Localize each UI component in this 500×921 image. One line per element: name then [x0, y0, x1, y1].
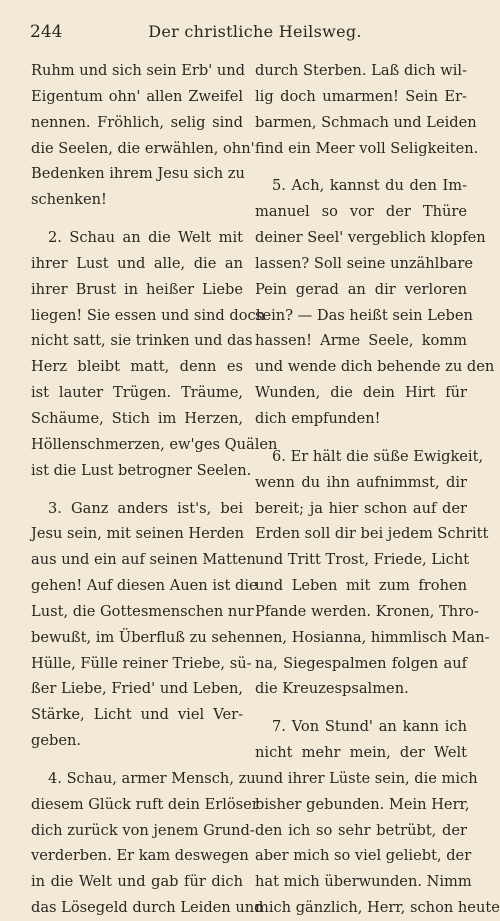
text-line: barmen, Schmach und Leiden	[255, 113, 477, 131]
text-line: durch Sterben. Laß dich wil-	[255, 62, 467, 79]
text-line: Erden soll dir bei jedem Schritt	[255, 525, 489, 543]
text-line: nicht mehr mein, der Welt	[255, 744, 467, 762]
text-line: dich empfunden!	[255, 409, 381, 427]
text-line: lig doch umarmen! Sein Er-	[255, 87, 467, 105]
right-text-column	[255, 58, 500, 921]
stanza-gap	[31, 484, 243, 496]
text-line: lassen? Soll seine unzählbare	[255, 254, 473, 272]
text-line: Pfande werden. Kronen, Thro-	[255, 602, 479, 620]
text-line: gehen! Auf diesen Auen ist die	[31, 577, 258, 595]
text-line: Eigentum ohn' allen Zweifel	[31, 87, 243, 105]
text-line: wenn du ihn aufnimmst, dir	[255, 473, 467, 491]
stanza-gap	[255, 161, 467, 173]
text-line: 2. Schau an die Welt mit	[48, 229, 243, 247]
text-line: mich gänzlich, Herr, schon heute	[255, 899, 500, 917]
text-line: Herz bleibt matt, denn es	[31, 358, 243, 376]
text-line: 6. Er hält die süße Ewigkeit,	[272, 447, 484, 465]
text-line: ihrer Lust und alle, die an	[31, 254, 243, 272]
text-line: hassen! Arme Seele, komm	[255, 332, 467, 350]
stanza-gap	[31, 754, 243, 766]
left-text-column	[31, 58, 278, 921]
text-line: verderben. Er kam deswegen	[31, 847, 249, 865]
text-line: ßer Liebe, Fried' und Leben,	[31, 680, 243, 698]
text-line: aber mich so viel geliebt, der	[255, 847, 472, 865]
stanza-gap	[31, 213, 243, 225]
page-number: 244	[30, 22, 63, 42]
text-line: und Tritt Trost, Friede, Licht	[255, 551, 470, 569]
text-line: nennen. Fröhlich, selig sind	[31, 113, 243, 131]
text-line: ihrer Brust in heißer Liebe	[31, 280, 243, 298]
text-line: diesem Glück ruft dein Erlöser	[31, 795, 259, 813]
text-line: liegen! Sie essen und sind doch	[31, 306, 266, 324]
text-line: und wende dich behende zu den	[255, 358, 495, 376]
text-line: schenken!	[31, 191, 107, 209]
text-line: die Seelen, die erwählen, ohn'	[31, 139, 255, 157]
text-line: und Leben mit zum frohen	[255, 577, 467, 595]
running-head: Der christliche Heilsweg.	[148, 22, 362, 41]
text-line: manuel so vor der Thüre	[255, 203, 467, 221]
text-line: deiner Seel' vergeblich klopfen	[255, 229, 486, 247]
text-line: nen, Hosianna, himmlisch Man-	[255, 628, 490, 646]
stanza-gap	[255, 702, 467, 714]
text-line: in die Welt und gab für dich	[31, 873, 243, 891]
text-line: aus und ein auf seinen Matten	[31, 551, 256, 569]
text-line: und ihrer Lüste sein, die mich	[255, 769, 478, 787]
text-line: bewußt, im Überfluß zu sehen:	[31, 628, 260, 646]
stanza-gap	[255, 432, 467, 444]
text-line: Bedenken ihrem Jesu sich zu	[31, 165, 245, 183]
text-line: find ein Meer voll Seligkeiten.	[255, 139, 479, 157]
text-line: das Lösegeld durch Leiden und	[31, 899, 264, 917]
text-line: bereit; ja hier schon auf der	[255, 499, 467, 517]
text-line: Ruhm und sich sein Erb' und	[31, 62, 246, 79]
text-line: bisher gebunden. Mein Herr,	[255, 795, 470, 813]
text-line: 4. Schau, armer Mensch, zu	[48, 769, 256, 787]
text-line: Jesu sein, mit seinen Herden	[31, 525, 245, 543]
text-line: Hülle, Fülle reiner Triebe, sü-	[31, 654, 252, 672]
text-line: sein? — Das heißt sein Leben	[255, 306, 473, 324]
text-line: den ich so sehr betrübt, der	[255, 821, 467, 839]
text-line: 7. Von Stund' an kann ich	[272, 718, 467, 736]
text-line: ist die Lust betrogner Seelen.	[31, 461, 252, 479]
text-line: dich zurück von jenem Grund-	[31, 821, 255, 839]
text-line: Schäume, Stich im Herzen,	[31, 409, 243, 427]
text-line: die Kreuzespsalmen.	[255, 680, 409, 698]
text-line: 3. Ganz anders ist's, bei	[48, 499, 243, 517]
text-line: hat mich überwunden. Nimm	[255, 873, 472, 891]
text-line: geben.	[31, 732, 81, 750]
text-line: Höllenschmerzen, ew'ges Quälen	[31, 435, 278, 453]
text-line: 5. Ach, kannst du den Im-	[272, 177, 467, 195]
text-line: Lust, die Gottesmenschen nur	[31, 602, 254, 620]
text-line: Pein gerad an dir verloren	[255, 280, 467, 298]
text-line: ist lauter Trügen. Träume,	[31, 384, 243, 402]
text-line: na, Siegespalmen folgen auf	[255, 654, 467, 672]
text-line: Wunden, die dein Hirt für	[255, 384, 467, 402]
text-line: nicht satt, sie trinken und das	[31, 332, 253, 350]
text-line: Stärke, Licht und viel Ver-	[31, 706, 243, 724]
